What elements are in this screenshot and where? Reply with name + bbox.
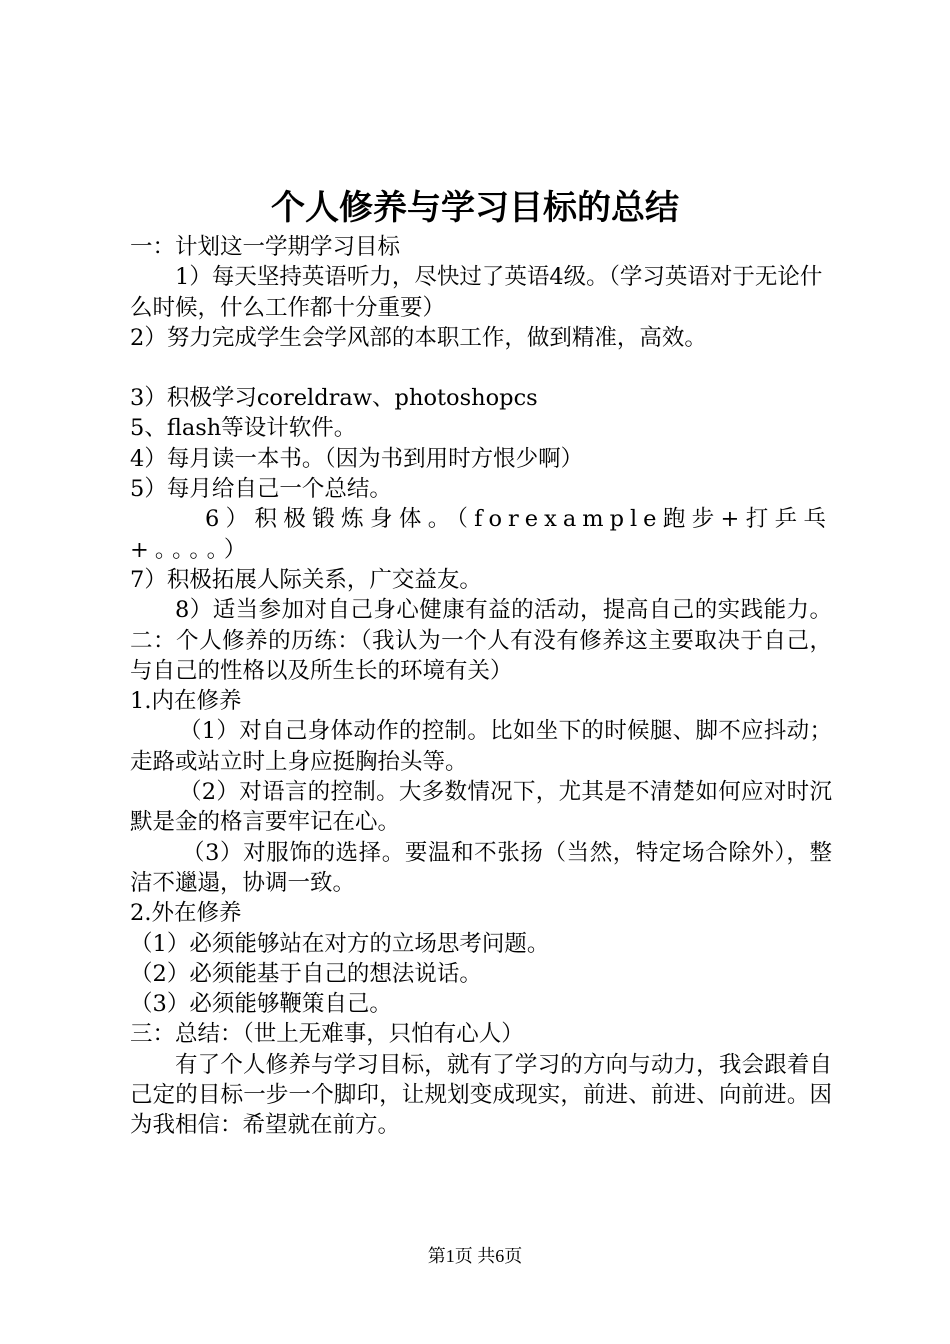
section-heading-summary: 三：总结：（世上无难事，只怕有心人） [130, 1021, 524, 1048]
section-heading-plan: 一：计划这一学期学习目标 [130, 234, 401, 260]
goal-item-2: 2）努力完成学生会学风部的本职工作，做到精准，高效。 [130, 324, 707, 351]
blank-line [130, 353, 832, 383]
subsection-inner-cultivation: 1.内在修养 [130, 688, 242, 715]
inner-item-3: （3）对服饰的选择。要温和不张扬（当然，特定场合除外），整洁不邋遢，协调一致。 [130, 839, 832, 896]
outer-item-3: （3）必须能够鞭策自己。 [130, 991, 392, 1018]
goal-item-3-continued: 5、flash等设计软件。 [130, 415, 357, 442]
goal-item-8: 8）适当参加对自己身心健康有益的活动，提高自己的实践能力。二：个人修养的历练：（我认为一个人有没有修养这主要取决于自己，与自己的性格以及所生长的环境有关） [130, 597, 832, 684]
goal-item-6: 6）积极锻炼身体。（forexample跑步+打乒乓+。。。。） [130, 506, 832, 563]
inner-item-2: （2）对语言的控制。大多数情况下，尤其是不清楚如何应对时沉默是金的格言要牢记在心。 [130, 779, 832, 836]
goal-item-4: 4）每月读一本书。（因为书到用时方恨少啊） [130, 445, 584, 472]
inner-item-1: （1）对自己身体动作的控制。比如坐下的时候腿、脚不应抖动；走路或站立时上身应挺胸抬头等。 [130, 718, 832, 775]
summary-paragraph: 有了个人修养与学习目标，就有了学习的方向与动力，我会跟着自己定的目标一步一个脚印，让规划变成现实，前进、前进、向前进。因为我相信：希望就在前方。 [130, 1051, 832, 1139]
subsection-outer-cultivation: 2.外在修养 [130, 900, 242, 927]
goal-item-5: 5）每月给自己一个总结。 [130, 476, 392, 503]
outer-item-1: （1）必须能够站在对方的立场思考问题。 [130, 930, 550, 957]
document-body [130, 232, 832, 1141]
goal-item-7: 7）积极拓展人际关系，广交益友。 [130, 566, 482, 593]
document-title: 个人修养与学习目标的总结 [271, 188, 679, 228]
outer-item-2: （2）必须能基于自己的想法说话。 [130, 960, 482, 987]
goal-item-1: 1）每天坚持英语听力，尽快过了英语4级。（学习英语对于无论什 [175, 264, 823, 291]
goal-item-3: 3）积极学习coreldraw、photoshopcs [130, 385, 538, 412]
page-number-footer: 第1页 共6页 [427, 1246, 523, 1266]
goal-item-1-continued: 么时候，什么工作都十分重要） [130, 294, 446, 321]
